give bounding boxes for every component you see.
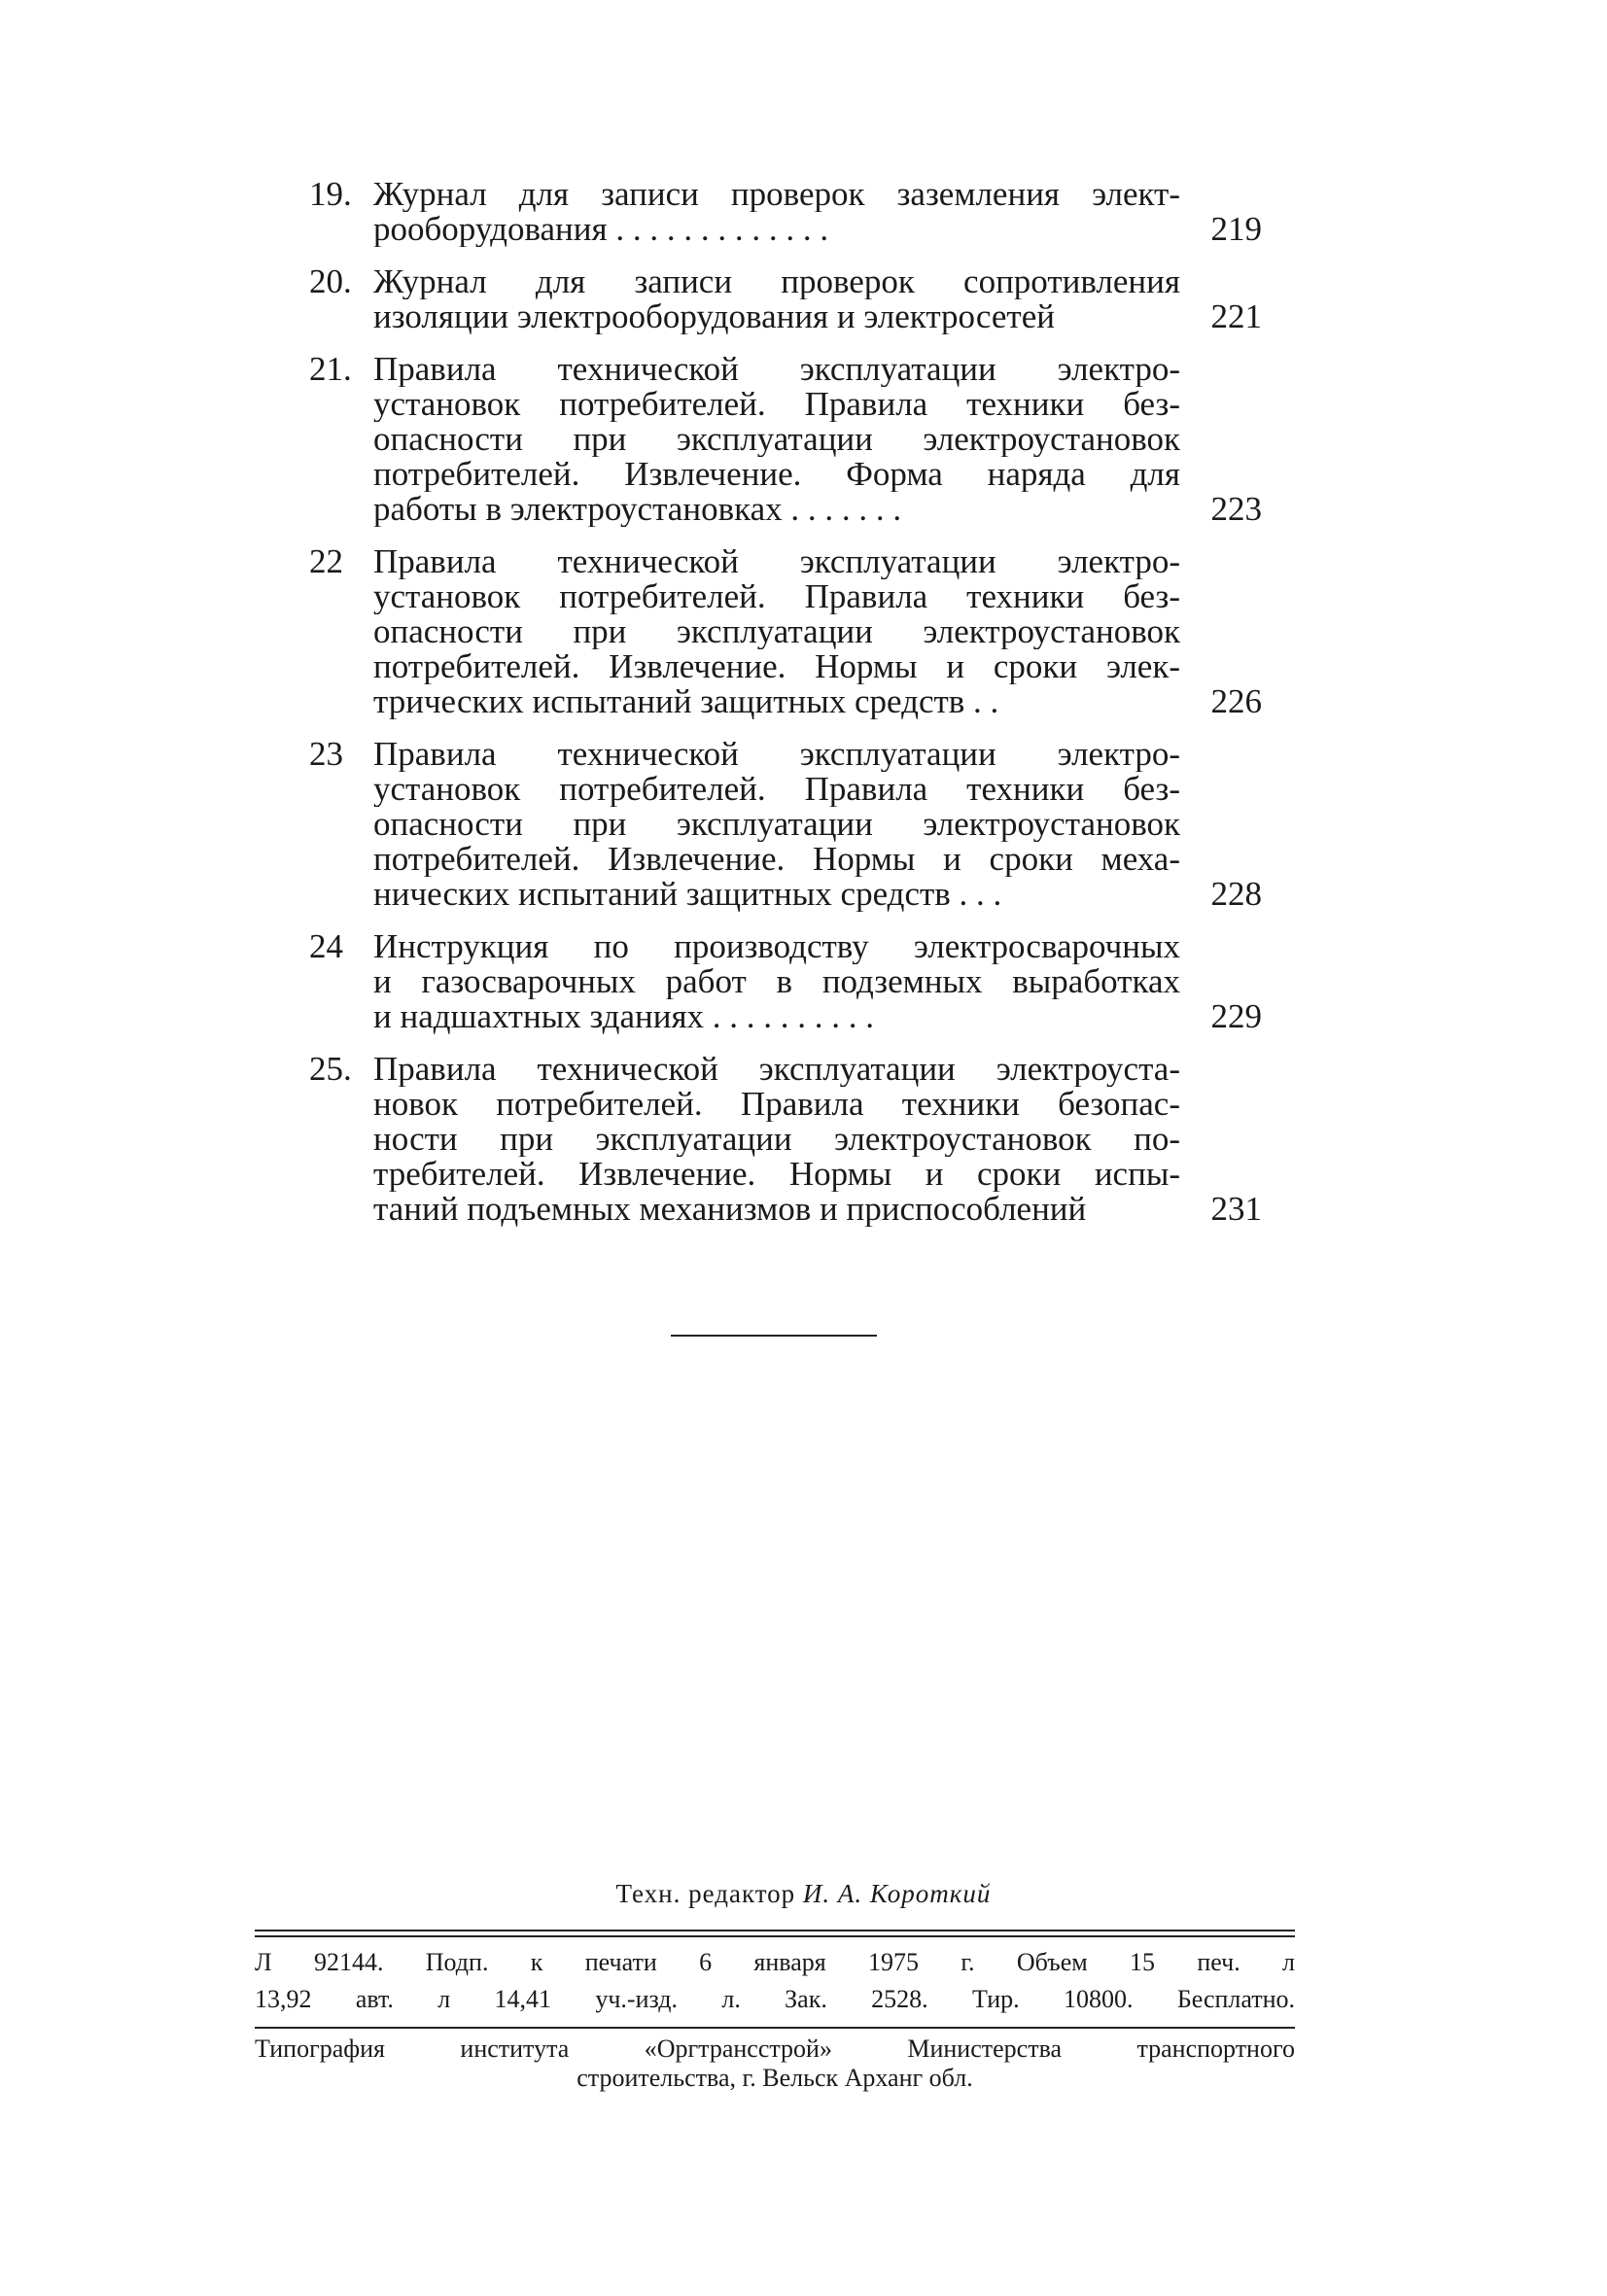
toc-entry-title <box>373 737 1180 912</box>
toc-entry <box>309 544 1262 719</box>
toc-entry-line: нических испытаний защитных средств . . . <box>373 877 1002 912</box>
license-number: Л 92144. <box>255 1948 384 1976</box>
toc-entry-line: работы в электроустановках . . . . . . . <box>373 492 902 527</box>
print-date: Подп. к печати 6 января 1975 г. <box>425 1948 975 1976</box>
toc-entry-line: трических испытаний защитных средств . . <box>373 684 999 719</box>
toc-entry-title <box>373 929 1180 1034</box>
toc-entry <box>309 1052 1262 1227</box>
toc-entry-number: 22 <box>309 542 343 580</box>
imprint-top-rule-double <box>255 1935 1295 1937</box>
toc-entry-line: изоляции электрооборудования и электросетей <box>373 299 1055 334</box>
toc-entry-number: 25. <box>309 1050 352 1088</box>
toc-entry-title <box>373 544 1180 719</box>
toc-entry-line: и надшахтных зданиях . . . . . . . . . . <box>373 999 875 1034</box>
toc-entry-line: потребителей. Извлечение. Форма наряда для <box>373 457 1180 492</box>
toc-entry-title <box>373 1052 1180 1227</box>
toc-entry <box>309 177 1262 247</box>
toc-entry-number: 23 <box>309 735 343 773</box>
toc-entry-line: новок потребителей. Правила техники безопас- <box>373 1087 1180 1122</box>
toc-entry-page: 229 <box>1210 997 1262 1035</box>
toc-entry-line: установок потребителей. Правила техники без- <box>373 579 1180 614</box>
toc-entry-line: опасности при эксплуатации электроустановок <box>373 422 1180 457</box>
toc-entry-line: Правила технической эксплуатации электро- <box>373 737 1180 772</box>
toc-entry-line: требителей. Извлечение. Нормы и сроки испы- <box>373 1157 1180 1192</box>
volume: Объем 15 печ. л <box>1016 1948 1296 1976</box>
toc-entry-page: 231 <box>1210 1190 1262 1228</box>
imprint-top-rule <box>255 1930 1295 1931</box>
toc-entry-line: таний подъемных механизмов и приспособлений <box>373 1192 1087 1227</box>
toc-entry-page: 223 <box>1210 490 1262 528</box>
toc-entry-number: 24 <box>309 927 343 965</box>
section-divider <box>671 1335 877 1337</box>
toc-entry-number: 21. <box>309 350 352 388</box>
imprint-line-2 <box>255 1984 1295 2015</box>
toc-entry <box>309 352 1262 527</box>
toc-entry <box>309 264 1262 334</box>
editor-label: Техн. редактор <box>615 1879 796 1908</box>
editor-name: И. А. Короткий <box>802 1879 992 1908</box>
toc-entry-page: 228 <box>1210 875 1262 913</box>
toc-entry-page: 219 <box>1210 210 1262 248</box>
toc-entry-line: и газосварочных работ в подземных выработках <box>373 964 1180 999</box>
printer-info <box>255 2035 1295 2093</box>
order-number: Зак. 2528. <box>785 1985 928 2013</box>
toc-entry-page: 226 <box>1210 682 1262 720</box>
toc-entry <box>309 737 1262 912</box>
toc-entry-line: Правила технической эксплуатации электроуста- <box>373 1052 1180 1087</box>
technical-editor-line <box>0 1878 1607 1909</box>
toc-entry-title <box>373 177 1180 247</box>
table-of-contents <box>309 177 1262 1244</box>
printer-line-1: Типография института «Оргтрансстрой» Министерства транспортного <box>255 2035 1295 2063</box>
author-sheets: 13,92 авт. л <box>255 1985 451 2013</box>
toc-entry-number: 20. <box>309 262 352 300</box>
print-run: Тир. 10800. <box>972 1985 1134 2013</box>
toc-entry <box>309 929 1262 1034</box>
imprint-line-1 <box>255 1947 1295 1978</box>
toc-entry-line: Журнал для записи проверок сопротивления <box>373 264 1180 299</box>
toc-entry-line: опасности при эксплуатации электроустановок <box>373 807 1180 842</box>
toc-entry-line: установок потребителей. Правила техники без- <box>373 772 1180 807</box>
toc-entry-line: Инструкция по производству электросварочных <box>373 929 1180 964</box>
toc-entry-line: рооборудования . . . . . . . . . . . . . <box>373 212 829 247</box>
toc-entry-line: потребителей. Извлечение. Нормы и сроки элек- <box>373 649 1180 684</box>
toc-entry-line: Журнал для записи проверок заземления элект- <box>373 177 1180 212</box>
toc-entry-page: 221 <box>1210 297 1262 335</box>
toc-entry-title <box>373 352 1180 527</box>
printer-line-2: строительства, г. Вельск Арханг обл. <box>576 2064 973 2092</box>
toc-entry-line: установок потребителей. Правила техники без- <box>373 387 1180 422</box>
toc-entry-line: Правила технической эксплуатации электро- <box>373 544 1180 579</box>
price: Бесплатно. <box>1176 1985 1296 2013</box>
toc-entry-line: потребителей. Извлечение. Нормы и сроки меха- <box>373 842 1180 877</box>
imprint-bottom-rule <box>255 2027 1295 2029</box>
toc-entry-number: 19. <box>309 175 352 213</box>
publisher-sheets: 14,41 уч.-изд. л. <box>494 1985 741 2013</box>
toc-entry-line: опасности при эксплуатации электроустановок <box>373 614 1180 649</box>
toc-entry-title <box>373 264 1180 334</box>
toc-entry-line: ности при эксплуатации электроустановок по- <box>373 1122 1180 1157</box>
toc-entry-line: Правила технической эксплуатации электро- <box>373 352 1180 387</box>
